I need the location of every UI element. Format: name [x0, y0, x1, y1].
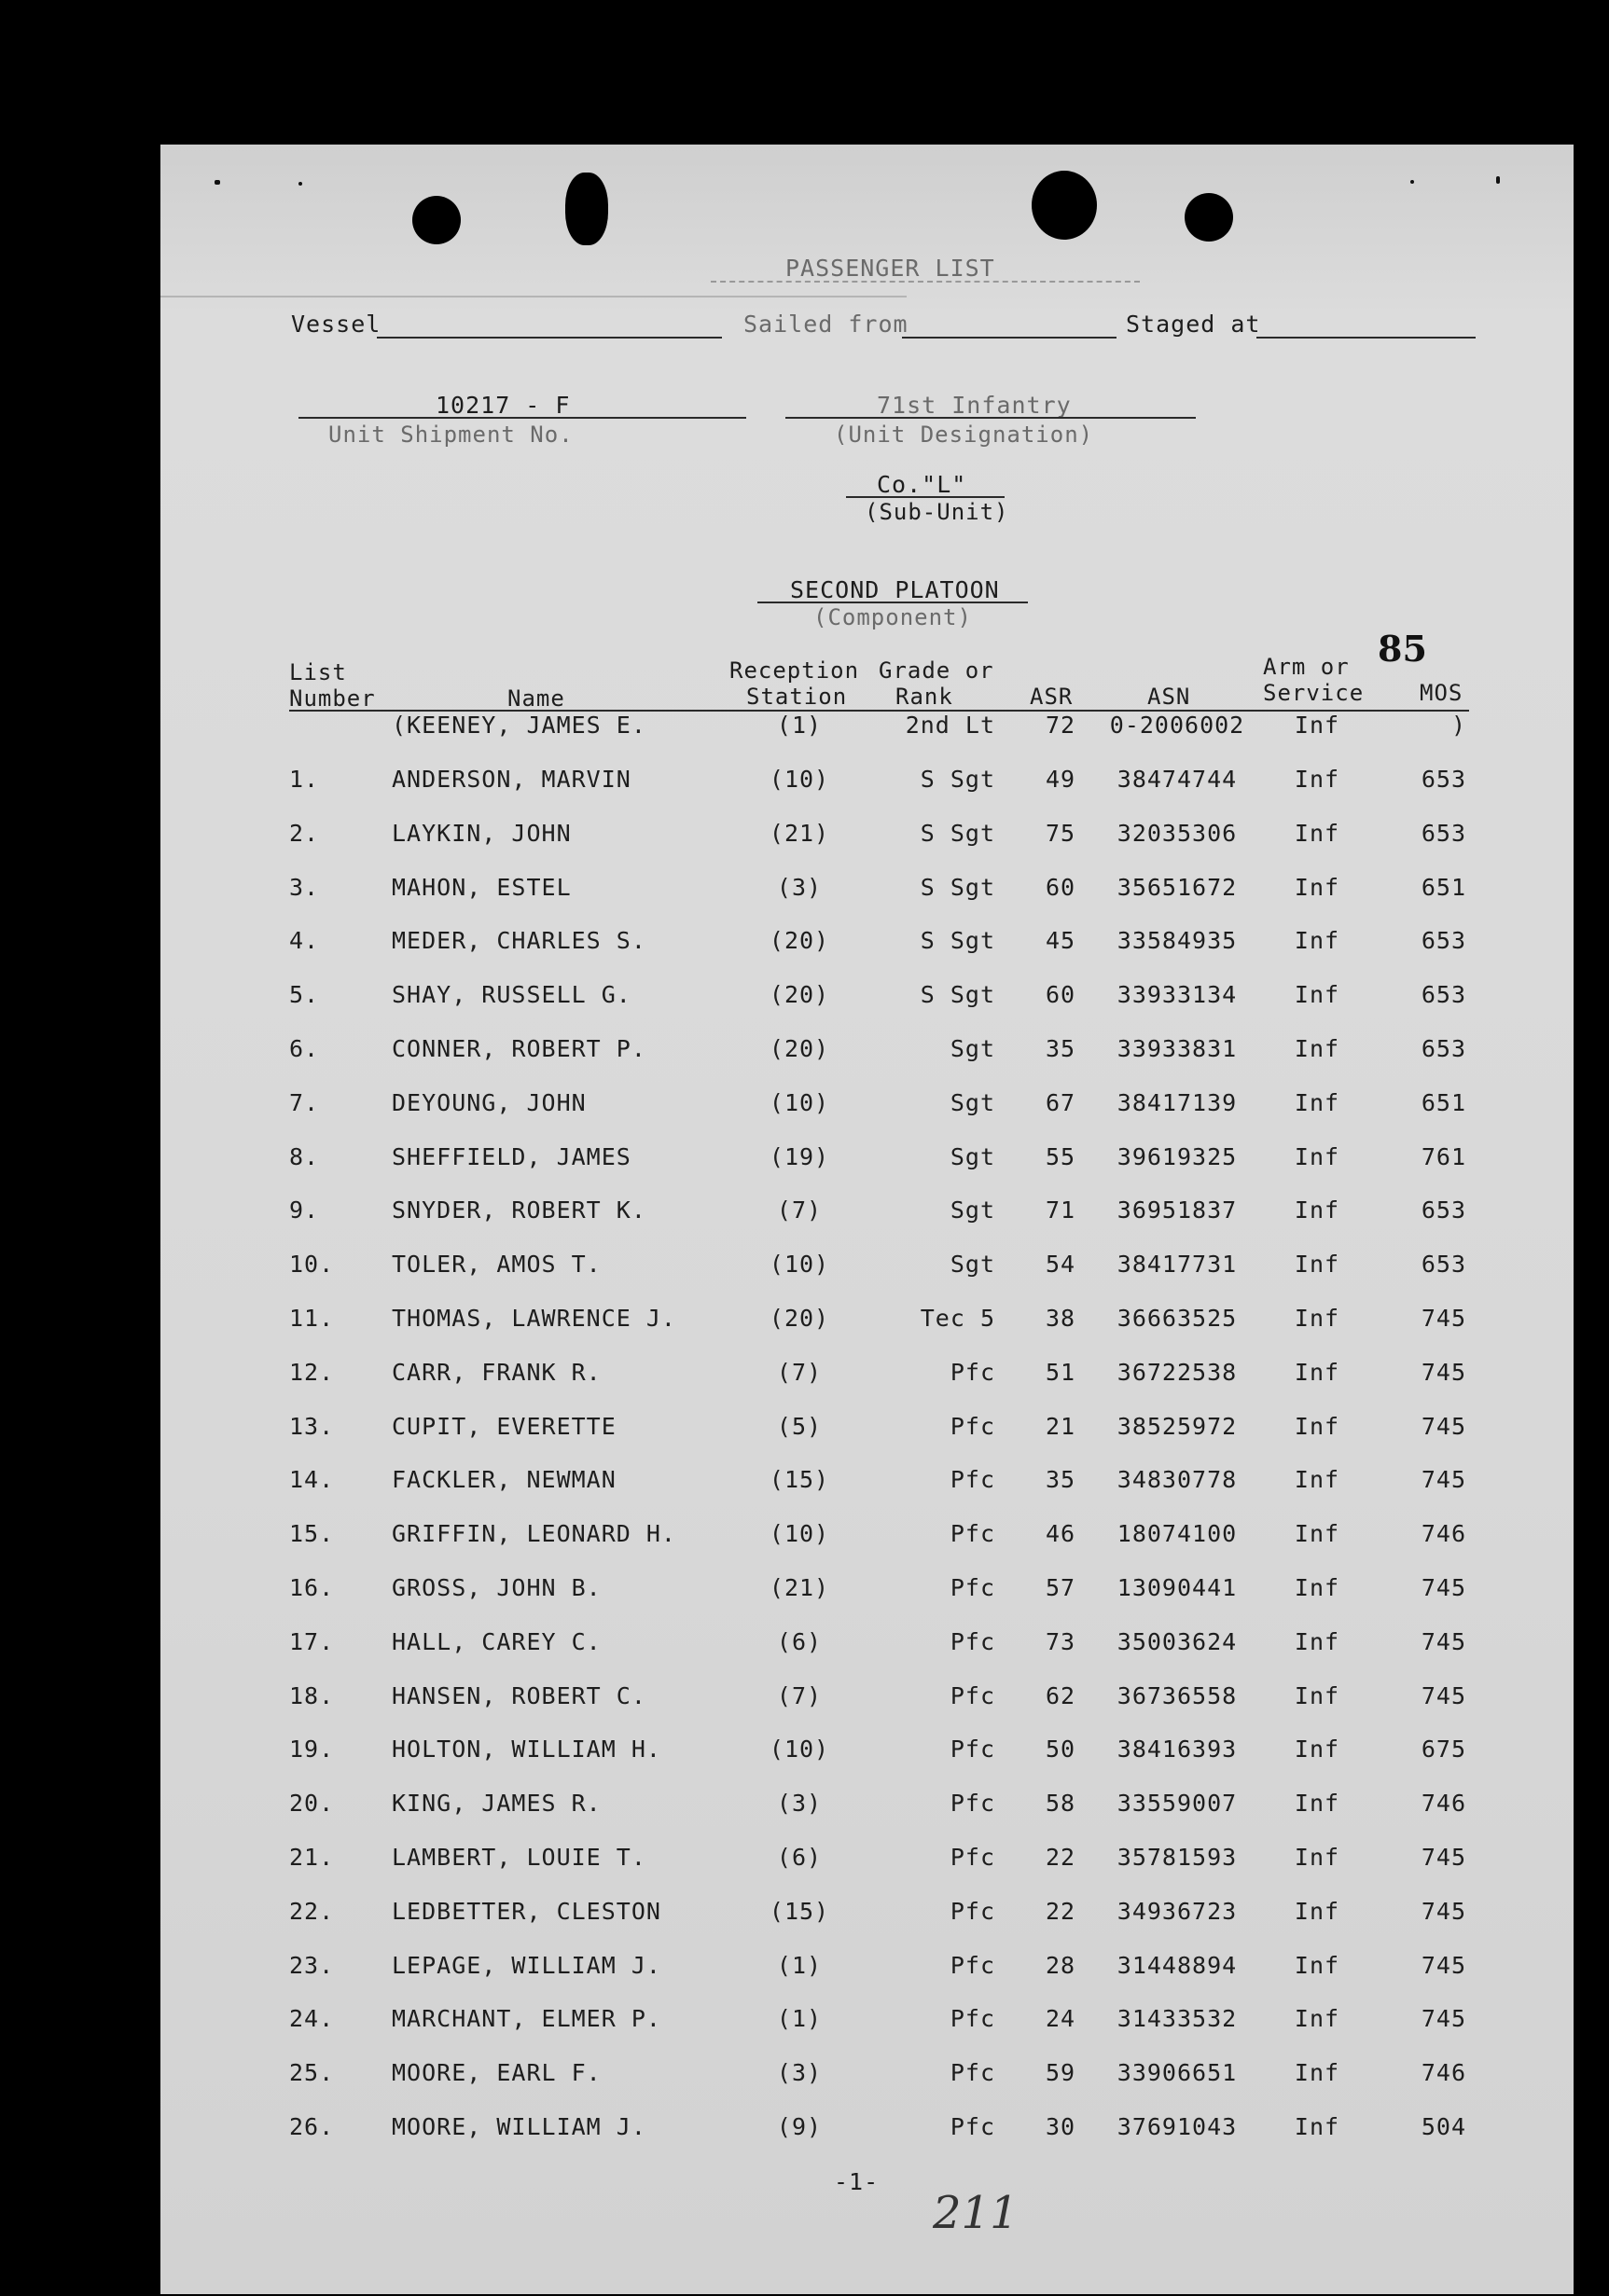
grade: Tec 5	[920, 1305, 995, 1332]
reception-station: (5)	[776, 1413, 823, 1440]
arm: Inf	[1294, 1898, 1340, 1925]
grade: Pfc	[950, 1790, 995, 1817]
name: TOLER, AMOS T.	[392, 1251, 602, 1278]
arm: Inf	[1294, 1628, 1340, 1655]
asr: 38	[1045, 1305, 1076, 1332]
arm: Inf	[1294, 712, 1340, 739]
unit-designation-label: (Unit Designation)	[834, 422, 1094, 448]
name: LAMBERT, LOUIE T.	[392, 1844, 646, 1871]
arm: Inf	[1294, 1844, 1340, 1871]
table-row	[160, 1035, 1574, 1072]
arm: Inf	[1294, 1952, 1340, 1979]
asn: 13090441	[1117, 1574, 1238, 1601]
arm: Inf	[1294, 981, 1340, 1008]
table-row	[160, 766, 1574, 803]
reception-station: (20)	[769, 1035, 830, 1062]
name: GROSS, JOHN B.	[392, 1574, 602, 1601]
asn: 35651672	[1117, 874, 1238, 901]
punch-hole	[412, 196, 461, 244]
mos: 745	[1421, 1682, 1466, 1709]
mos: 651	[1421, 1089, 1466, 1116]
arm: Inf	[1294, 2005, 1340, 2032]
arm: Inf	[1294, 1143, 1340, 1170]
table-row	[160, 1574, 1574, 1611]
grade: S Sgt	[920, 874, 995, 901]
list-number: 1.	[289, 766, 320, 793]
asr: 45	[1045, 927, 1076, 954]
asn: 34936723	[1117, 1898, 1238, 1925]
reception-station: (10)	[769, 1251, 830, 1278]
reception-station: (10)	[769, 766, 830, 793]
asr: 59	[1045, 2059, 1076, 2086]
mos: )	[1450, 712, 1466, 739]
list-number: 2.	[289, 820, 320, 847]
col-arm: Arm or	[1263, 654, 1350, 680]
asn: 33933134	[1117, 981, 1238, 1008]
sub-unit: Co."L"	[877, 471, 967, 498]
reception-station: (1)	[776, 2005, 823, 2032]
document-sheet	[160, 145, 1574, 2294]
reception-station: (7)	[776, 1682, 823, 1709]
table-row	[160, 1952, 1574, 1989]
mos: 745	[1421, 1844, 1466, 1871]
table-row	[160, 1305, 1574, 1342]
col-reception-station: Reception	[729, 657, 860, 684]
sailed-from-label: Sailed from	[743, 311, 909, 338]
table-row	[160, 1089, 1574, 1127]
list-number: 18.	[289, 1682, 335, 1709]
table-row	[160, 2113, 1574, 2151]
grade: Sgt	[950, 1035, 995, 1062]
col-arm: Service	[1263, 680, 1365, 706]
list-number: 21.	[289, 1844, 335, 1871]
asr: 24	[1045, 2005, 1076, 2032]
list-number: 13.	[289, 1413, 335, 1440]
name: CONNER, ROBERT P.	[392, 1035, 646, 1062]
reception-station: (3)	[776, 2059, 823, 2086]
officer-row	[160, 712, 1574, 749]
asn: 35781593	[1117, 1844, 1238, 1871]
arm: Inf	[1294, 1251, 1340, 1278]
asr: 67	[1045, 1089, 1076, 1116]
grade: Sgt	[950, 1089, 995, 1116]
asr: 46	[1045, 1520, 1076, 1547]
punch-hole	[1032, 171, 1097, 240]
asr: 72	[1045, 712, 1076, 739]
mos: 653	[1421, 820, 1466, 847]
asn: 35003624	[1117, 1628, 1238, 1655]
list-number: 5.	[289, 981, 320, 1008]
reception-station: (20)	[769, 1305, 830, 1332]
unit-shipment-field	[298, 417, 746, 419]
mos: 653	[1421, 981, 1466, 1008]
page-title: PASSENGER LIST	[785, 255, 995, 282]
asn: 18074100	[1117, 1520, 1238, 1547]
list-number: 19.	[289, 1736, 335, 1763]
grade: Pfc	[950, 1682, 995, 1709]
list-number: 6.	[289, 1035, 320, 1062]
asn: 33933831	[1117, 1035, 1238, 1062]
table-row	[160, 1359, 1574, 1396]
list-number: 12.	[289, 1359, 335, 1386]
arm: Inf	[1294, 1196, 1340, 1224]
asr: 55	[1045, 1143, 1076, 1170]
asr: 35	[1045, 1035, 1076, 1062]
list-number: 16.	[289, 1574, 335, 1601]
grade: Sgt	[950, 1196, 995, 1224]
table-row	[160, 981, 1574, 1018]
grade: Pfc	[950, 1574, 995, 1601]
reception-station: (20)	[769, 927, 830, 954]
asn: 36951837	[1117, 1196, 1238, 1224]
title-underline	[711, 281, 1140, 283]
sub-unit-field	[846, 496, 1005, 498]
table-row	[160, 1682, 1574, 1720]
grade: S Sgt	[920, 766, 995, 793]
grade: Sgt	[950, 1251, 995, 1278]
name: MAHON, ESTEL	[392, 874, 572, 901]
table-row	[160, 2005, 1574, 2042]
col-grade: Rank	[895, 684, 953, 710]
col-grade: Grade or	[879, 657, 994, 684]
asr: 28	[1045, 1952, 1076, 1979]
sub-unit-label: (Sub-Unit)	[865, 499, 1009, 525]
list-number: 23.	[289, 1952, 335, 1979]
name: CARR, FRANK R.	[392, 1359, 602, 1386]
reception-station: (6)	[776, 1628, 823, 1655]
name: GRIFFIN, LEONARD H.	[392, 1520, 676, 1547]
reception-station: (1)	[776, 712, 823, 739]
mos: 745	[1421, 1898, 1466, 1925]
vessel-label: Vessel	[291, 311, 381, 338]
asr: 60	[1045, 874, 1076, 901]
reception-station: (21)	[769, 1574, 830, 1601]
mos: 745	[1421, 1413, 1466, 1440]
name: MOORE, WILLIAM J.	[392, 2113, 646, 2140]
table-row	[160, 1628, 1574, 1666]
component-field	[757, 602, 1028, 603]
name: HALL, CAREY C.	[392, 1628, 602, 1655]
asn: 38474744	[1117, 766, 1238, 793]
mos: 746	[1421, 2059, 1466, 2086]
grade: Sgt	[950, 1143, 995, 1170]
component-label: (Component)	[813, 604, 972, 630]
grade: Pfc	[950, 1736, 995, 1763]
reception-station: (21)	[769, 820, 830, 847]
arm: Inf	[1294, 820, 1340, 847]
name: MOORE, EARL F.	[392, 2059, 602, 2086]
vessel-field	[377, 337, 722, 339]
col-list-number: Number	[289, 685, 376, 712]
grade: Pfc	[950, 2059, 995, 2086]
mos: 745	[1421, 1466, 1466, 1493]
arm: Inf	[1294, 927, 1340, 954]
table-row	[160, 2059, 1574, 2096]
mos: 745	[1421, 1952, 1466, 1979]
unit-shipment-label: Unit Shipment No.	[328, 422, 574, 448]
list-number: 14.	[289, 1466, 335, 1493]
reception-station: (15)	[769, 1898, 830, 1925]
reception-station: (10)	[769, 1736, 830, 1763]
asn: 33906651	[1117, 2059, 1238, 2086]
grade: S Sgt	[920, 927, 995, 954]
name: HANSEN, ROBERT C.	[392, 1682, 646, 1709]
asn: 31433532	[1117, 2005, 1238, 2032]
name: THOMAS, LAWRENCE J.	[392, 1305, 676, 1332]
asr: 58	[1045, 1790, 1076, 1817]
asn: 38417731	[1117, 1251, 1238, 1278]
ink-speck	[215, 180, 220, 185]
table-row	[160, 1736, 1574, 1773]
mos: 745	[1421, 1359, 1466, 1386]
arm: Inf	[1294, 2113, 1340, 2140]
asr: 51	[1045, 1359, 1076, 1386]
grade: Pfc	[950, 1898, 995, 1925]
mos: 653	[1421, 1035, 1466, 1062]
reception-station: (7)	[776, 1196, 823, 1224]
asn: 39619325	[1117, 1143, 1238, 1170]
punch-hole	[1185, 193, 1233, 242]
name: MEDER, CHARLES S.	[392, 927, 646, 954]
asn: 38525972	[1117, 1413, 1238, 1440]
list-number: 20.	[289, 1790, 335, 1817]
arm: Inf	[1294, 1466, 1340, 1493]
name: LEDBETTER, CLESTON	[392, 1898, 661, 1925]
arm: Inf	[1294, 1682, 1340, 1709]
punch-hole	[565, 173, 608, 245]
arm: Inf	[1294, 1736, 1340, 1763]
handwritten-note: 211	[933, 2187, 1019, 2239]
unit-designation-field	[785, 417, 1196, 419]
reception-station: (15)	[769, 1466, 830, 1493]
asn: 32035306	[1117, 820, 1238, 847]
mos: 675	[1421, 1736, 1466, 1763]
arm: Inf	[1294, 1305, 1340, 1332]
table-row	[160, 1520, 1574, 1557]
name: SHAY, RUSSELL G.	[392, 981, 631, 1008]
asn: 0-2006002	[1109, 712, 1245, 739]
col-reception-station: Station	[746, 684, 848, 710]
reception-station: (19)	[769, 1143, 830, 1170]
grade: Pfc	[950, 1952, 995, 1979]
asn: 31448894	[1117, 1952, 1238, 1979]
mos: 745	[1421, 1305, 1466, 1332]
mos: 745	[1421, 1574, 1466, 1601]
arm: Inf	[1294, 1520, 1340, 1547]
name: KING, JAMES R.	[392, 1790, 602, 1817]
arm: Inf	[1294, 874, 1340, 901]
table-row	[160, 1466, 1574, 1503]
list-number: 25.	[289, 2059, 335, 2086]
list-number: 17.	[289, 1628, 335, 1655]
list-number: 15.	[289, 1520, 335, 1547]
grade: Pfc	[950, 2113, 995, 2140]
asr: 62	[1045, 1682, 1076, 1709]
asr: 30	[1045, 2113, 1076, 2140]
grade: S Sgt	[920, 820, 995, 847]
name: DEYOUNG, JOHN	[392, 1089, 587, 1116]
reception-station: (3)	[776, 1790, 823, 1817]
asn: 36663525	[1117, 1305, 1238, 1332]
grade: Pfc	[950, 1466, 995, 1493]
staged-at-label: Staged at	[1126, 311, 1261, 338]
table-row	[160, 927, 1574, 964]
arm: Inf	[1294, 2059, 1340, 2086]
list-number: 3.	[289, 874, 320, 901]
table-row	[160, 1251, 1574, 1288]
arm: Inf	[1294, 1574, 1340, 1601]
mos: 653	[1421, 1251, 1466, 1278]
mos: 746	[1421, 1790, 1466, 1817]
arm: Inf	[1294, 1035, 1340, 1062]
list-number: 10.	[289, 1251, 335, 1278]
asr: 71	[1045, 1196, 1076, 1224]
sailed-from-field	[902, 337, 1117, 339]
grade: Pfc	[950, 1844, 995, 1871]
unit-shipment-number: 10217 - F	[436, 392, 571, 419]
table-row	[160, 1413, 1574, 1450]
asr: 73	[1045, 1628, 1076, 1655]
asn: 36722538	[1117, 1359, 1238, 1386]
mos: 653	[1421, 927, 1466, 954]
col-list-number: List	[289, 659, 347, 685]
col-asr: ASR	[1030, 684, 1074, 710]
reception-station: (1)	[776, 1952, 823, 1979]
table-row	[160, 820, 1574, 857]
name: ANDERSON, MARVIN	[392, 766, 631, 793]
name: CUPIT, EVERETTE	[392, 1413, 617, 1440]
reception-station: (20)	[769, 981, 830, 1008]
grade: Pfc	[950, 1413, 995, 1440]
staged-at-field	[1256, 337, 1476, 339]
mos: 761	[1421, 1143, 1466, 1170]
list-number: 8.	[289, 1143, 320, 1170]
asn: 38416393	[1117, 1736, 1238, 1763]
mos: 651	[1421, 874, 1466, 901]
col-asn: ASN	[1147, 684, 1191, 710]
table-row	[160, 1790, 1574, 1827]
list-number: 26.	[289, 2113, 335, 2140]
name: LAYKIN, JOHN	[392, 820, 572, 847]
reception-station: (3)	[776, 874, 823, 901]
mos: 745	[1421, 1628, 1466, 1655]
asr: 54	[1045, 1251, 1076, 1278]
table-row	[160, 1898, 1574, 1935]
grade: Pfc	[950, 1520, 995, 1547]
unit-designation: 71st Infantry	[877, 392, 1072, 419]
table-row	[160, 874, 1574, 911]
arm: Inf	[1294, 1089, 1340, 1116]
grade: Pfc	[950, 1359, 995, 1386]
grade: S Sgt	[920, 981, 995, 1008]
mos: 653	[1421, 1196, 1466, 1224]
asn: 36736558	[1117, 1682, 1238, 1709]
corner-number: 85	[1378, 628, 1427, 670]
mos: 746	[1421, 1520, 1466, 1547]
ink-speck	[1496, 176, 1500, 184]
name: (KEENEY, JAMES E.	[392, 712, 646, 739]
name: SNYDER, ROBERT K.	[392, 1196, 646, 1224]
asr: 22	[1045, 1898, 1076, 1925]
reception-station: (9)	[776, 2113, 823, 2140]
arm: Inf	[1294, 1790, 1340, 1817]
asn: 33559007	[1117, 1790, 1238, 1817]
asn: 34830778	[1117, 1466, 1238, 1493]
asr: 21	[1045, 1413, 1076, 1440]
asr: 35	[1045, 1466, 1076, 1493]
asn: 37691043	[1117, 2113, 1238, 2140]
grade: Pfc	[950, 1628, 995, 1655]
name: SHEFFIELD, JAMES	[392, 1143, 631, 1170]
list-number: 4.	[289, 927, 320, 954]
mos: 745	[1421, 2005, 1466, 2032]
col-mos: MOS	[1420, 680, 1463, 706]
asn: 33584935	[1117, 927, 1238, 954]
table-row	[160, 1196, 1574, 1234]
asr: 57	[1045, 1574, 1076, 1601]
asr: 49	[1045, 766, 1076, 793]
mos: 653	[1421, 766, 1466, 793]
asr: 50	[1045, 1736, 1076, 1763]
arm: Inf	[1294, 766, 1340, 793]
mos: 504	[1421, 2113, 1466, 2140]
reception-station: (7)	[776, 1359, 823, 1386]
col-name: Name	[507, 685, 565, 712]
name: MARCHANT, ELMER P.	[392, 2005, 661, 2032]
reception-station: (10)	[769, 1089, 830, 1116]
table-row	[160, 1143, 1574, 1181]
name: FACKLER, NEWMAN	[392, 1466, 617, 1493]
name: HOLTON, WILLIAM H.	[392, 1736, 661, 1763]
arm: Inf	[1294, 1413, 1340, 1440]
asn: 38417139	[1117, 1089, 1238, 1116]
arm: Inf	[1294, 1359, 1340, 1386]
paper-fold-line	[160, 296, 907, 297]
name: LEPAGE, WILLIAM J.	[392, 1952, 661, 1979]
asr: 60	[1045, 981, 1076, 1008]
reception-station: (6)	[776, 1844, 823, 1871]
list-number: 9.	[289, 1196, 320, 1224]
list-number: 24.	[289, 2005, 335, 2032]
asr: 75	[1045, 820, 1076, 847]
page-number: -1-	[834, 2168, 880, 2195]
ink-speck	[1410, 180, 1414, 184]
component: SECOND PLATOON	[790, 576, 1000, 603]
asr: 22	[1045, 1844, 1076, 1871]
list-number: 7.	[289, 1089, 320, 1116]
table-row	[160, 1844, 1574, 1881]
ink-speck	[298, 182, 302, 186]
list-number: 11.	[289, 1305, 335, 1332]
grade: 2nd Lt	[905, 712, 995, 739]
grade: Pfc	[950, 2005, 995, 2032]
list-number: 22.	[289, 1898, 335, 1925]
reception-station: (10)	[769, 1520, 830, 1547]
